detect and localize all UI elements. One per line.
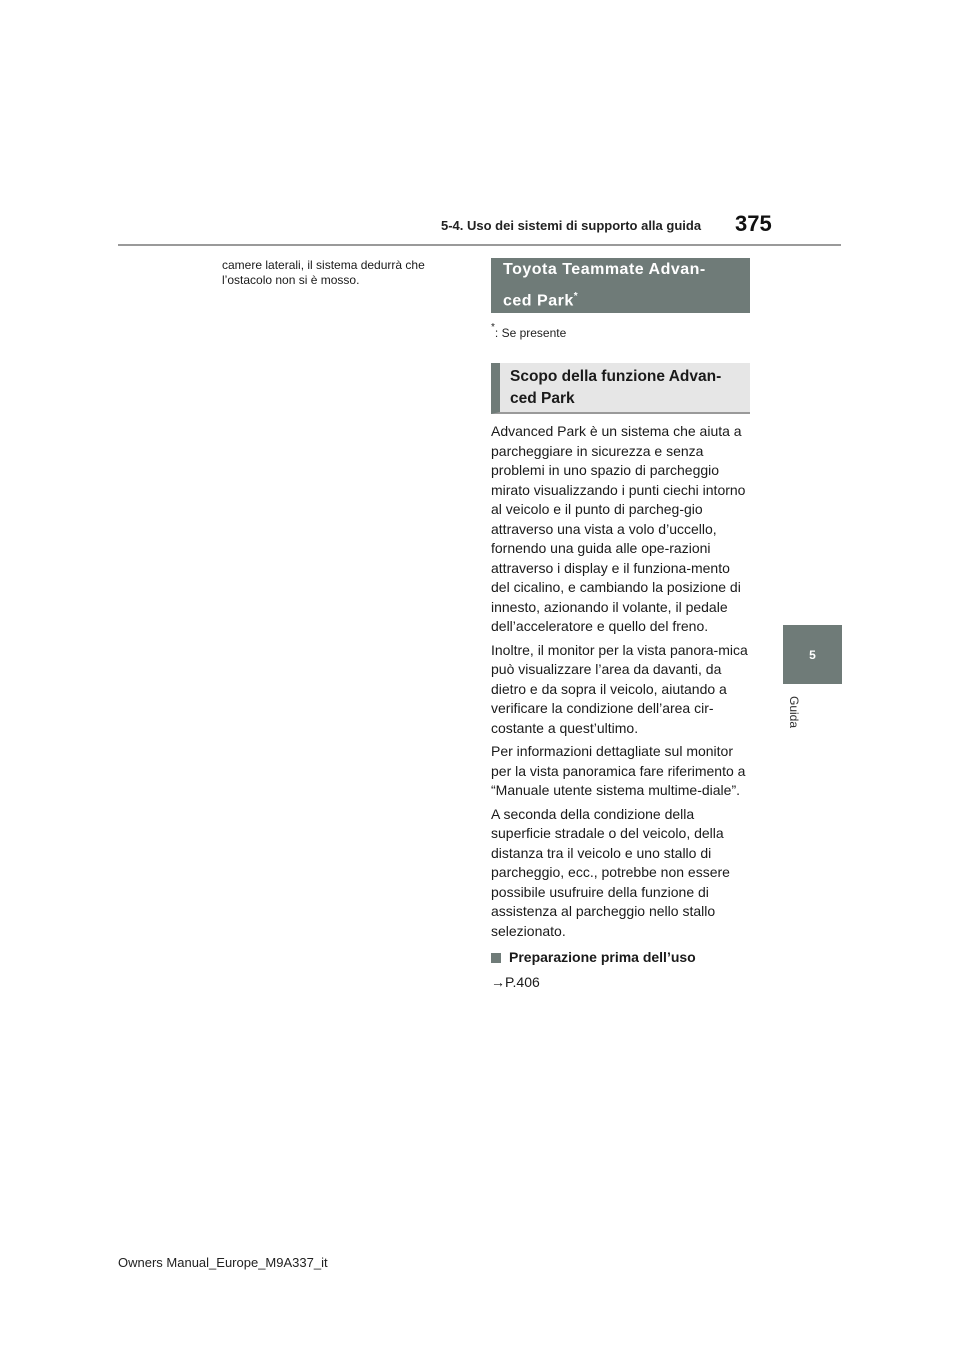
availability-mark: * [573, 291, 579, 303]
section-heading [491, 258, 750, 313]
paragraph-panoramic-view: Inoltre, il monitor per la vista panora-mica può visualizzare l’area da davanti, da dietro e da sopra il veicolo, aiutando a verificare la condizione dell’area cir-costante a quest’ultimo. [491, 641, 748, 736]
chapter-number: 5 [809, 647, 816, 662]
continued-paragraph: camere laterali, il sistema dedurrà che l’ostacolo non si è mosso. [222, 258, 425, 287]
paragraph-purpose: Advanced Park è un sistema che aiuta a parcheggiare in sicurezza e senza problemi in uno spazio di parcheggio mirato visualizzando i punti ciechi intorno al veicolo e il punto di parcheg-gio attraverso una vista a volo d’uccello, fornendo una guida alle ope-razioni attraverso i display e il funziona-mento del cicalino, e cambiando la posizione di innesto, azionando il volante, il pedale dell’acceleratore e quello del freno. [491, 423, 746, 634]
arrow-right-icon: → [491, 973, 505, 990]
section-heading-line2: ced Park [503, 292, 574, 310]
bullet-heading-text: Preparazione prima dell’uso [509, 949, 696, 965]
subsection-heading [491, 363, 750, 414]
chapter-label: Guida [787, 695, 801, 729]
footnote-text: : Se presente [494, 326, 567, 340]
bullet-square-icon [491, 953, 501, 963]
right-column [491, 258, 750, 992]
paragraph-manual-reference: Per informazioni dettagliate sul monitor per la vista panoramica fare riferimento a “Manuale utente sistema multime-diale”. [491, 743, 746, 798]
subsection-heading-line2: ced Park [510, 389, 575, 407]
section-heading-line1: Toyota Teammate Advan- [503, 261, 706, 279]
page-reference-link[interactable] [491, 973, 750, 993]
section-title: 5-4. Uso dei sistemi di supporto alla guida [441, 218, 702, 233]
left-column [222, 258, 454, 287]
subsection-heading-line1: Scopo della funzione Advan- [510, 367, 722, 385]
page-number: 375 [735, 211, 772, 236]
footnote-mark: * [491, 322, 495, 333]
manual-identifier: Owners Manual_Europe_M9A337_it [118, 1255, 328, 1270]
paragraph-limitations: A seconda della condizione della superficie stradale o del veicolo, della distanza tra il veicolo e uno stallo di parcheggio, ecc., potrebbe non essere possibile usufruire della funzione di assistenza al parcheggio nello stallo selezionato. [491, 805, 730, 939]
bullet-heading [491, 948, 750, 968]
reference-page: P.406 [505, 973, 540, 990]
availability-footnote [491, 322, 750, 340]
chapter-tab[interactable] [783, 625, 842, 684]
header-divider [118, 244, 841, 246]
